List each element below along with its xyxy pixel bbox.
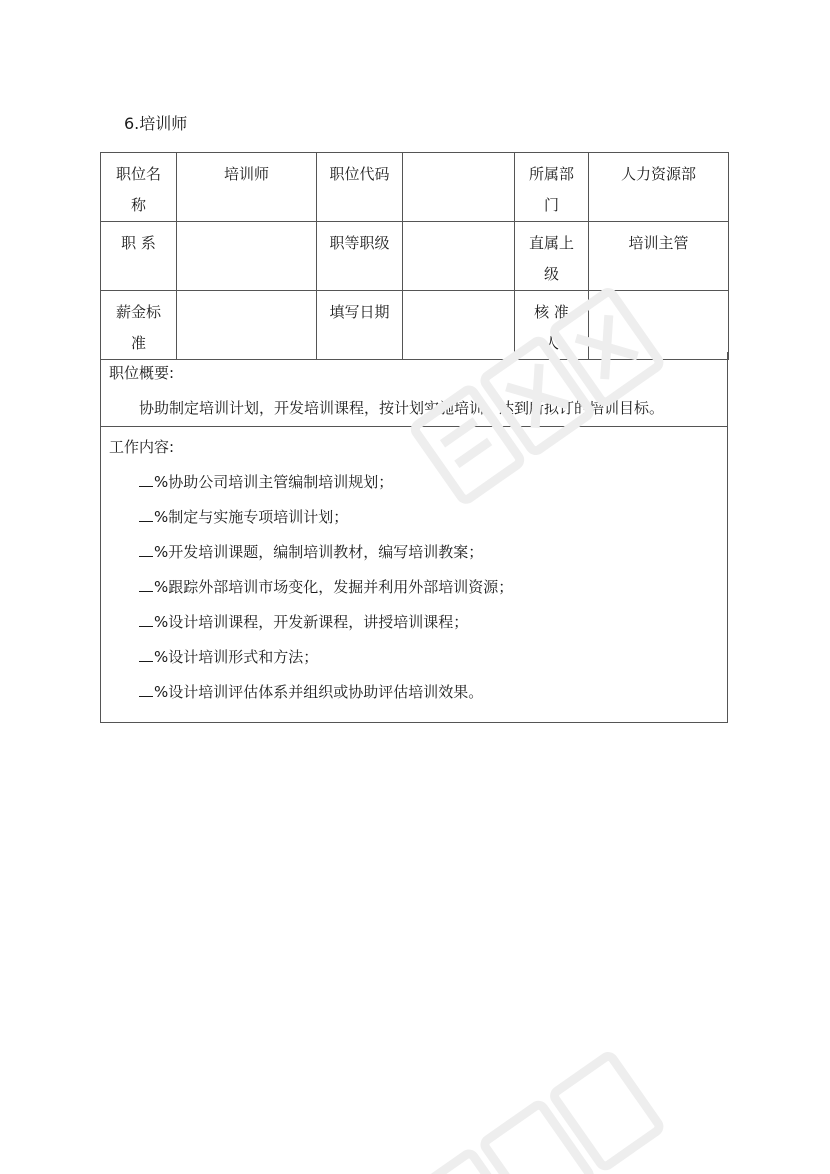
watermark-logo-icon-bottom	[380, 1034, 700, 1174]
info-table-cell	[403, 291, 515, 360]
info-table-cell	[101, 291, 177, 360]
list-item	[139, 505, 513, 540]
info-table-cell	[515, 222, 589, 291]
info-table-cell	[403, 153, 515, 222]
duty-text: 设计培训形式和方法；	[168, 648, 319, 666]
section-title: 6.培训师	[124, 114, 188, 133]
percent-blank-line	[139, 540, 153, 557]
info-table-cell	[317, 153, 403, 222]
info-table-cell	[317, 291, 403, 360]
info-table-cell	[317, 222, 403, 291]
info-table-cell	[177, 222, 317, 291]
info-table-cell-text: 所属部门	[529, 165, 575, 214]
info-table-cell	[515, 291, 589, 360]
info-table-cell-text	[403, 291, 514, 297]
info-table-cell	[403, 222, 515, 291]
info-table-cell-text: 薪金标准	[115, 303, 161, 352]
percent-sign: %	[154, 613, 169, 631]
info-table-cell-text	[403, 222, 514, 228]
duty-text: 设计培训评估体系并组织或协助评估培训效果。	[168, 683, 484, 701]
list-item	[139, 610, 513, 645]
info-table-cell-text: 培训主管	[628, 234, 689, 252]
position-summary-section	[100, 352, 728, 427]
percent-sign: %	[154, 683, 169, 701]
percent-blank-line	[139, 610, 153, 627]
info-table-cell	[589, 153, 729, 222]
list-item	[139, 680, 513, 715]
list-item	[139, 645, 513, 680]
position-summary-label: 职位概要:	[109, 364, 175, 382]
info-table-cell	[515, 153, 589, 222]
percent-sign: %	[154, 648, 169, 666]
info-table-row	[101, 153, 729, 222]
info-table-cell	[589, 291, 729, 360]
info-table-row	[101, 222, 729, 291]
info-table-cell	[589, 222, 729, 291]
info-table-cell-text: 核 准 人	[534, 303, 569, 352]
position-summary-text: 协助制定培训计划，开发培训课程，按计划实施培训，达到所拟订的培训目标。	[139, 399, 665, 417]
duty-text: 跟踪外部培训市场变化，发掘并利用外部培训资源；	[168, 578, 514, 596]
info-table-cell	[177, 153, 317, 222]
info-table-cell	[101, 153, 177, 222]
percent-blank-line	[139, 505, 153, 522]
percent-blank-line	[139, 680, 153, 697]
info-table-cell-text	[177, 291, 316, 297]
job-duties-section	[100, 426, 728, 723]
percent-blank-line	[139, 470, 153, 487]
duty-text: 协助公司培训主管编制培训规划；	[168, 473, 394, 491]
duty-text: 开发培训课题，编制培训教材，编写培训教案；	[168, 543, 484, 561]
position-info-table	[100, 152, 729, 360]
info-table-cell-text	[589, 291, 728, 297]
job-duties-list	[139, 470, 513, 715]
info-table-cell-text	[403, 153, 514, 159]
percent-sign: %	[154, 473, 169, 491]
info-table-cell	[101, 222, 177, 291]
info-table-cell-text: 职位代码	[329, 165, 390, 183]
info-table-cell-text: 培训师	[223, 165, 269, 183]
duty-text: 设计培训课程，开发新课程，讲授培训课程；	[168, 613, 469, 631]
info-table-cell-text: 填写日期	[329, 303, 390, 321]
info-table-cell-text: 直属上级	[529, 234, 575, 283]
info-table-cell-text: 人力资源部	[620, 165, 696, 183]
list-item	[139, 540, 513, 575]
list-item	[139, 575, 513, 610]
info-table-cell-text: 职等职级	[329, 234, 390, 252]
percent-sign: %	[154, 543, 169, 561]
info-table-cell	[177, 291, 317, 360]
percent-sign: %	[154, 578, 169, 596]
duty-text: 制定与实施专项培训计划；	[168, 508, 349, 526]
info-table-cell-text: 职位名称	[115, 165, 161, 214]
percent-sign: %	[154, 508, 169, 526]
percent-blank-line	[139, 645, 153, 662]
job-duties-label: 工作内容:	[109, 438, 175, 456]
percent-blank-line	[139, 575, 153, 592]
list-item	[139, 470, 513, 505]
info-table-cell-text	[177, 222, 316, 228]
position-info-table-body	[101, 153, 729, 360]
info-table-row	[101, 291, 729, 360]
info-table-cell-text: 职 系	[121, 234, 156, 252]
